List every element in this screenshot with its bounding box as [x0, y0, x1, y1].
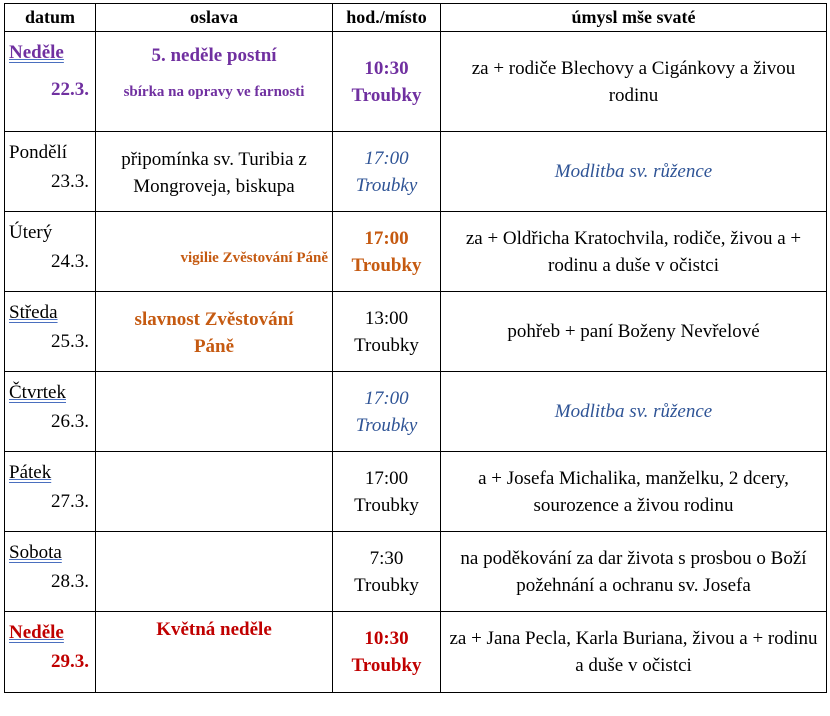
time-place-cell	[333, 612, 441, 693]
mass-intention: za + Oldřicha Kratochvila, rodiče, živou a + rodinu a duše v očistci	[465, 227, 802, 276]
occasion-title: připomínka sv. Turibia z Mongroveja, biskupa	[121, 149, 307, 197]
mass-place: Troubky	[351, 655, 422, 676]
header-occasion: oslava	[96, 4, 333, 32]
table-row	[5, 612, 827, 693]
mass-intention: Modlitba sv. růžence	[554, 401, 713, 422]
mass-time: 13:00	[364, 307, 409, 329]
occasion-cell	[96, 132, 333, 212]
occasion-cell	[96, 32, 333, 132]
day-name: Pátek	[9, 462, 52, 483]
mass-time: 17:00	[364, 227, 409, 249]
intention-cell	[441, 452, 827, 532]
date-cell	[5, 612, 96, 693]
day-date: 25.3.	[51, 331, 89, 352]
mass-place: Troubky	[354, 494, 419, 516]
mass-intention: pohřeb + paní Boženy Nevřelové	[507, 321, 760, 342]
occasion-title: Květná neděle	[156, 619, 272, 640]
table-row	[5, 212, 827, 292]
mass-place: Troubky	[351, 254, 422, 276]
date-cell	[5, 132, 96, 212]
time-place-cell	[333, 32, 441, 132]
day-name: Čtvrtek	[9, 382, 66, 403]
day-date: 24.3.	[51, 251, 89, 272]
mass-time: 10:30	[364, 57, 409, 79]
day-date: 23.3.	[51, 171, 89, 192]
day-date: 27.3.	[51, 491, 89, 512]
date-cell	[5, 32, 96, 132]
occasion-note: sbírka na opravy ve farnosti	[123, 84, 305, 100]
occasion-title: slavnost Zvěstování Páně	[134, 309, 294, 357]
time-place-cell	[333, 292, 441, 372]
occasion-cell	[96, 452, 333, 532]
date-cell	[5, 212, 96, 292]
table-row	[5, 532, 827, 612]
table-row	[5, 32, 827, 132]
mass-time: 10:30	[364, 628, 409, 649]
table-row	[5, 132, 827, 212]
mass-intention: za + rodiče Blechovy a Cigánkovy a živou rodinu	[471, 57, 796, 106]
mass-intention: za + Jana Pecla, Karla Buriana, živou a + rodinu a duše v očistci	[449, 628, 818, 676]
day-name: Středa	[9, 302, 58, 323]
mass-time: 7:30	[369, 547, 404, 569]
day-name: Neděle	[9, 42, 64, 63]
day-name: Úterý	[9, 222, 53, 243]
occasion-cell	[96, 212, 333, 292]
intention-cell	[441, 292, 827, 372]
intention-cell	[441, 612, 827, 693]
day-date: 22.3.	[51, 79, 89, 100]
time-place-cell	[333, 452, 441, 532]
time-place-cell	[333, 372, 441, 452]
mass-place: Troubky	[354, 334, 419, 356]
day-name: Pondělí	[9, 142, 68, 163]
date-cell	[5, 372, 96, 452]
mass-time: 17:00	[364, 387, 409, 409]
occasion-cell	[96, 292, 333, 372]
occasion-cell	[96, 532, 333, 612]
occasion-note: vigilie Zvěstování Páně	[180, 250, 328, 266]
table-row	[5, 372, 827, 452]
day-name: Sobota	[9, 542, 62, 563]
time-place-cell	[333, 132, 441, 212]
day-name: Neděle	[9, 622, 64, 643]
occasion-title: 5. neděle postní	[151, 45, 277, 66]
intention-cell	[441, 32, 827, 132]
day-date: 29.3.	[51, 651, 89, 672]
intention-cell	[441, 132, 827, 212]
mass-place: Troubky	[351, 84, 422, 106]
mass-place: Troubky	[355, 174, 418, 196]
intention-cell	[441, 532, 827, 612]
day-date: 28.3.	[51, 571, 89, 592]
header-row	[5, 4, 827, 32]
intention-cell	[441, 212, 827, 292]
mass-intention: Modlitba sv. růžence	[554, 161, 713, 182]
mass-time: 17:00	[364, 467, 409, 489]
header-time-place: hod./místo	[333, 4, 441, 32]
mass-intention: a + Josefa Michalika, manželku, 2 dcery, sourozence a živou rodinu	[478, 467, 789, 516]
day-date: 26.3.	[51, 411, 89, 432]
mass-place: Troubky	[355, 414, 418, 436]
occasion-cell	[96, 612, 333, 693]
mass-intention: na poděkování za dar života s prosbou o Boží požehnání a ochranu sv. Josefa	[460, 547, 807, 596]
mass-schedule-table	[4, 3, 827, 693]
header-date: datum	[5, 4, 96, 32]
time-place-cell	[333, 212, 441, 292]
mass-time: 17:00	[364, 147, 409, 169]
mass-place: Troubky	[354, 574, 419, 596]
date-cell	[5, 292, 96, 372]
header-intention: úmysl mše svaté	[441, 4, 827, 32]
time-place-cell	[333, 532, 441, 612]
intention-cell	[441, 372, 827, 452]
occasion-cell	[96, 372, 333, 452]
date-cell	[5, 532, 96, 612]
date-cell	[5, 452, 96, 532]
table-row	[5, 452, 827, 532]
table-row	[5, 292, 827, 372]
